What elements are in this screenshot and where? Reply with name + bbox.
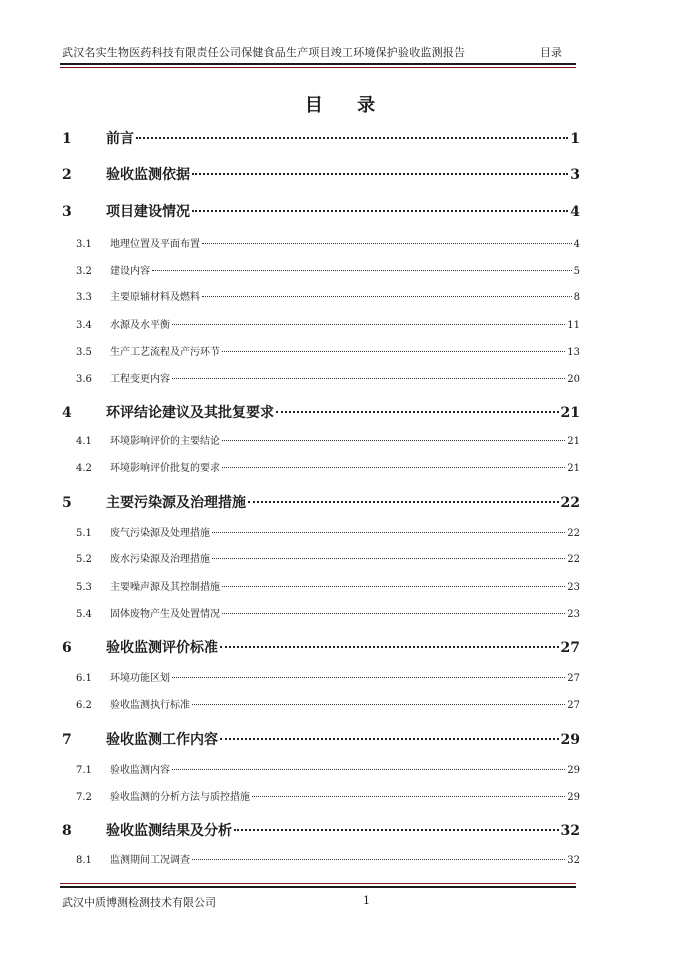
toc-entry[interactable]: [76, 761, 580, 776]
toc-dot-leader: [172, 769, 565, 770]
header-rule: [60, 63, 576, 65]
toc-entry-label: 环境影响评价批复的要求: [110, 463, 220, 474]
toc-dot-leader: [220, 738, 559, 740]
toc-entry[interactable]: [76, 432, 580, 447]
toc-entry-label: 验收监测内容: [110, 765, 170, 776]
toc-entry-number: 3: [62, 204, 72, 220]
toc-entry-number: 7.2: [76, 792, 92, 803]
report-title: 武汉名实生物医药科技有限责任公司保健食品生产项目竣工环境保护验收监测报告: [62, 46, 466, 59]
toc-dot-leader: [172, 677, 565, 678]
toc-entry-number: 1: [62, 131, 72, 147]
toc-entry-page: 27: [560, 640, 580, 656]
toc-entry-label: 固体废物产生及处置情况: [110, 609, 220, 620]
toc-entry-label: 地理位置及平面布置: [110, 239, 200, 250]
toc-entry-label: 生产工艺流程及产污环节: [110, 347, 220, 358]
toc-entry[interactable]: [62, 128, 580, 148]
toc-entry-label: 验收监测的分析方法与质控措施: [110, 792, 250, 803]
toc-entry-label: 建设内容: [110, 266, 150, 277]
toc-entry-page: 1: [570, 131, 580, 147]
toc-entry[interactable]: [76, 370, 580, 385]
toc-entry-number: 3.3: [76, 292, 92, 303]
toc-entry-number: 6: [62, 640, 72, 656]
toc-entry[interactable]: [76, 696, 580, 711]
toc-entry-label: 环评结论建议及其批复要求: [106, 405, 274, 421]
toc-entry-number: 3.6: [76, 374, 92, 385]
toc-entry-label: 主要污染源及治理措施: [106, 495, 246, 511]
footer-page-number: 1: [363, 894, 370, 907]
footer-rule-thin: [60, 883, 576, 884]
toc-entry-page: 29: [560, 732, 580, 748]
toc-entry-number: 2: [62, 167, 72, 183]
toc-entry-label: 主要噪声源及其控制措施: [110, 582, 220, 593]
toc-entry[interactable]: [62, 729, 580, 749]
toc-entry-page: 11: [567, 320, 580, 331]
toc-entry[interactable]: [76, 262, 580, 277]
toc-entry-number: 3.4: [76, 320, 92, 331]
toc-entry-number: 4: [62, 405, 72, 421]
toc-entry-number: 5.2: [76, 554, 92, 565]
toc-entry-number: 6.1: [76, 673, 92, 684]
toc-entry[interactable]: [76, 316, 580, 331]
toc-entry[interactable]: [76, 605, 580, 620]
toc-entry-number: 5.4: [76, 609, 92, 620]
toc-entry[interactable]: [62, 820, 580, 840]
toc-dot-leader: [202, 243, 572, 244]
toc-entry-page: 21: [567, 436, 580, 447]
toc-entry-page: 32: [560, 823, 580, 839]
toc-heading: 目 录: [304, 95, 390, 116]
toc-entry[interactable]: [62, 402, 580, 422]
toc-entry-number: 5.3: [76, 582, 92, 593]
toc-entry-page: 21: [560, 405, 580, 421]
toc-entry[interactable]: [76, 550, 580, 565]
toc-dot-leader: [172, 324, 565, 325]
toc-entry-number: 5.1: [76, 528, 92, 539]
toc-dot-leader: [192, 704, 565, 705]
toc-entry-number: 8.1: [76, 855, 92, 866]
toc-dot-leader: [152, 270, 572, 271]
toc-entry-number: 8: [62, 823, 72, 839]
toc-entry-number: 7.1: [76, 765, 92, 776]
toc-dot-leader: [222, 351, 565, 352]
toc-entry-page: 21: [567, 463, 580, 474]
toc-entry-page: 5: [573, 266, 580, 277]
toc-entry-page: 29: [567, 792, 580, 803]
toc-entry-number: 3.5: [76, 347, 92, 358]
toc-entry[interactable]: [76, 459, 580, 474]
toc-entry-label: 前言: [106, 131, 134, 147]
section-name: 目录: [540, 46, 562, 59]
toc-entry-label: 环境影响评价的主要结论: [110, 436, 220, 447]
toc-entry-number: 4.2: [76, 463, 92, 474]
toc-dot-leader: [136, 137, 568, 139]
toc-entry[interactable]: [76, 288, 580, 303]
toc-entry[interactable]: [76, 669, 580, 684]
toc-dot-leader: [172, 378, 565, 379]
toc-entry-label: 工程变更内容: [110, 374, 170, 385]
toc-entry[interactable]: [62, 637, 580, 657]
header-rule-thin: [60, 67, 576, 68]
toc-entry-number: 6.2: [76, 700, 92, 711]
toc-entry-label: 验收监测执行标准: [110, 700, 190, 711]
toc-entry-page: 27: [567, 673, 580, 684]
toc-dot-leader: [192, 173, 568, 175]
toc-entry[interactable]: [76, 851, 580, 866]
toc-entry-label: 水源及水平衡: [110, 320, 170, 331]
toc-entry-page: 22: [567, 554, 580, 565]
toc-dot-leader: [192, 210, 568, 212]
toc-entry-number: 4.1: [76, 436, 92, 447]
toc-entry-label: 监测期间工况调查: [110, 855, 190, 866]
toc-entry-label: 废气污染源及处理措施: [110, 528, 210, 539]
toc-entry-label: 验收监测评价标准: [106, 640, 218, 656]
toc-entry-page: 29: [567, 765, 580, 776]
toc-entry[interactable]: [62, 492, 580, 512]
toc-entry-label: 项目建设情况: [106, 204, 190, 220]
toc-dot-leader: [212, 532, 565, 533]
toc-entry-page: 4: [570, 204, 580, 220]
toc-dot-leader: [220, 646, 559, 648]
toc-entry[interactable]: [62, 201, 580, 221]
toc-dot-leader: [192, 859, 565, 860]
toc-entry-page: 3: [570, 167, 580, 183]
toc-entry-label: 验收监测依据: [106, 167, 190, 183]
toc-entry-label: 废水污染源及治理措施: [110, 554, 210, 565]
toc-dot-leader: [222, 467, 565, 468]
toc-entry-number: 7: [62, 732, 72, 748]
toc-entry[interactable]: [76, 524, 580, 539]
toc-dot-leader: [248, 501, 559, 503]
toc-entry-page: 8: [573, 292, 580, 303]
toc-entry[interactable]: [76, 343, 580, 358]
toc-entry-number: 3.2: [76, 266, 92, 277]
toc-entry[interactable]: [76, 578, 580, 593]
footer-rule: [60, 886, 576, 888]
toc-entry-page: 32: [567, 855, 580, 866]
toc-entry[interactable]: [76, 235, 580, 250]
toc-dot-leader: [252, 796, 565, 797]
toc-dot-leader: [212, 558, 565, 559]
toc-entry[interactable]: [76, 788, 580, 803]
toc-entry-label: 验收监测工作内容: [106, 732, 218, 748]
toc-entry-page: 23: [567, 582, 580, 593]
toc-entry-page: 23: [567, 609, 580, 620]
toc-entry-page: 27: [567, 700, 580, 711]
toc-entry-number: 5: [62, 495, 72, 511]
toc-dot-leader: [222, 440, 565, 441]
toc-dot-leader: [222, 613, 565, 614]
toc-entry-label: 环境功能区划: [110, 673, 170, 684]
toc-entry-page: 22: [567, 528, 580, 539]
footer-company: 武汉中质博测检测技术有限公司: [62, 896, 216, 909]
toc-entry-page: 13: [567, 347, 580, 358]
toc-entry-page: 20: [567, 374, 580, 385]
toc-dot-leader: [234, 829, 559, 831]
toc-dot-leader: [202, 296, 572, 297]
toc-entry-label: 主要原辅材料及燃料: [110, 292, 200, 303]
toc-entry-page: 4: [573, 239, 580, 250]
toc-dot-leader: [222, 586, 565, 587]
toc-entry-page: 22: [560, 495, 580, 511]
toc-entry[interactable]: [62, 164, 580, 184]
toc-entry-number: 3.1: [76, 239, 92, 250]
toc-entry-label: 验收监测结果及分析: [106, 823, 232, 839]
toc-dot-leader: [276, 411, 559, 413]
